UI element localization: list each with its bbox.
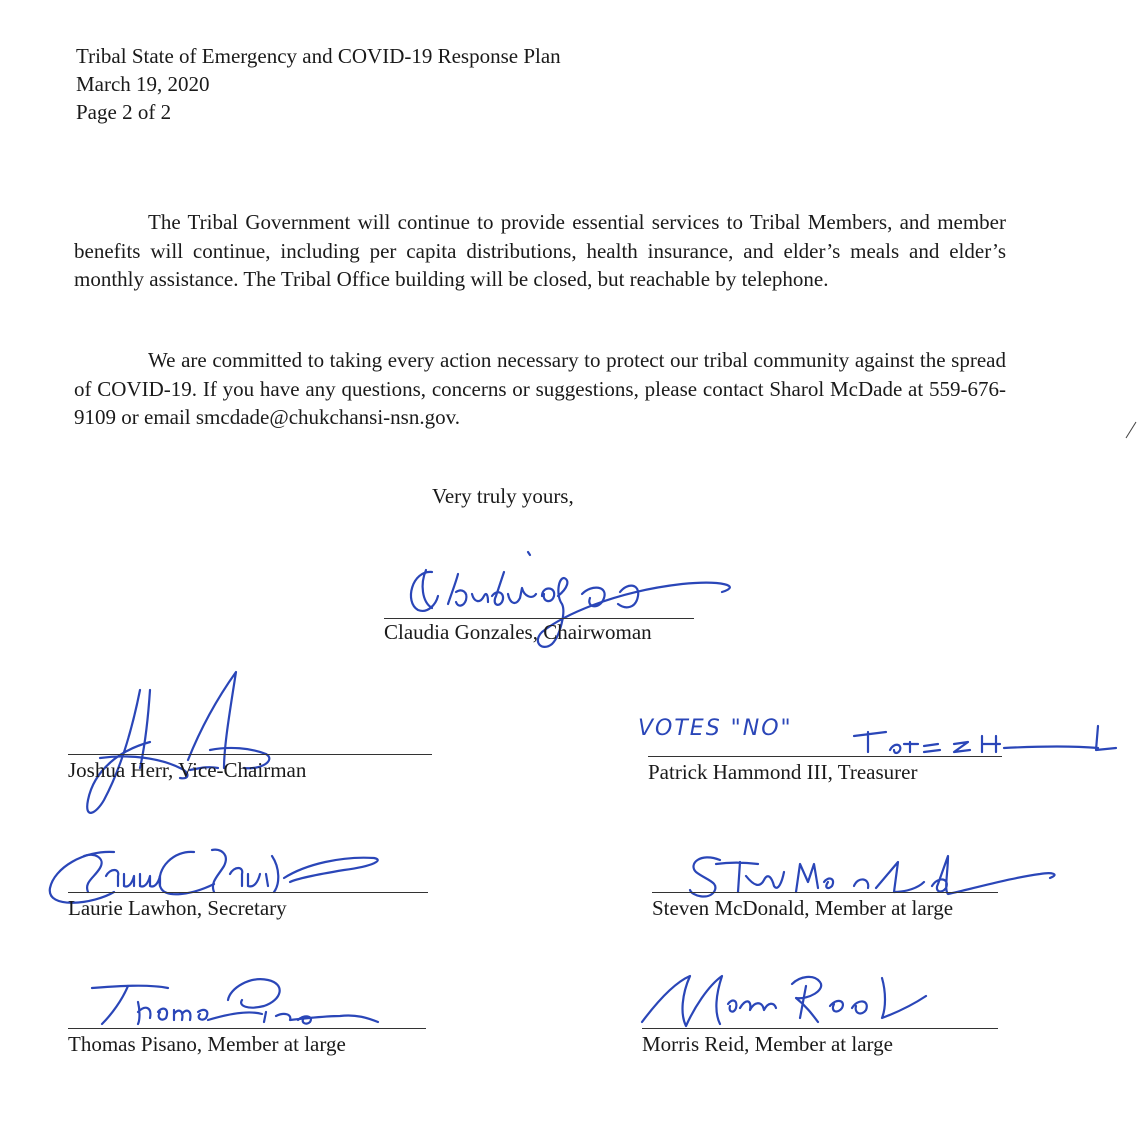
body-paragraph-services: The Tribal Government will continue to provide essential services to Tribal Members, and member benefits will continue, including per capita distributions, health insurance, and elder’s meals and elder’s monthly assistance. The Tribal Office building will be closed, but reachable by telephone. (74, 210, 1006, 291)
signatory-name-treasurer: Patrick Hammond III, Treasurer (648, 760, 918, 784)
stray-ink-mark (1124, 418, 1140, 442)
signature-block-member-pisano (68, 968, 426, 1056)
body-paragraph-contact: We are committed to taking every action necessary to protect our tribal community against the spread of COVID-19. If you have any questions, concerns or suggestions, please contact Sharol McDade at 559-676-9109 or email smcdade@chukchansi-nsn.gov. (74, 348, 1006, 429)
signature-line-vice-chair (68, 754, 432, 755)
signature-block-vice-chair (68, 700, 432, 782)
signatory-name-vice-chair: Joshua Herr, Vice-Chairman (68, 758, 307, 782)
signature-line-member-reid (642, 1028, 998, 1029)
signature-line-member-mcdonald (652, 892, 998, 893)
page-number: Page 2 of 2 (76, 100, 172, 124)
signatory-name-chair: Claudia Gonzales, Chairwoman (384, 620, 652, 644)
signature-line-member-pisano (68, 1028, 426, 1029)
closing-salutation: Very truly yours, (432, 484, 574, 508)
signatory-name-member-mcdonald: Steven McDonald, Member at large (652, 896, 954, 920)
signature-block-member-mcdonald (652, 840, 998, 920)
signatory-name-member-pisano: Thomas Pisano, Member at large (68, 1032, 346, 1056)
signature-line-treasurer (648, 756, 1002, 757)
signature-block-member-reid (642, 968, 998, 1056)
signature-block-secretary (68, 840, 428, 920)
document-date: March 19, 2020 (76, 72, 210, 96)
signature-claudia-gonzales (392, 552, 772, 662)
signature-joshua-herr (40, 650, 280, 830)
document-title: Tribal State of Emergency and COVID-19 Response Plan (76, 44, 561, 68)
signature-line-secretary (68, 892, 428, 893)
signature-morris-reid (630, 958, 970, 1038)
signature-block-chair (384, 560, 694, 644)
signatory-name-secretary: Laurie Lawhon, Secretary (68, 896, 287, 920)
signatory-name-member-reid: Morris Reid, Member at large (642, 1032, 893, 1056)
signature-line-chair (384, 618, 694, 619)
letter-header (76, 42, 561, 126)
treasurer-vote-note: VOTES "NO" (638, 716, 793, 741)
signature-block-treasurer (638, 700, 1002, 784)
